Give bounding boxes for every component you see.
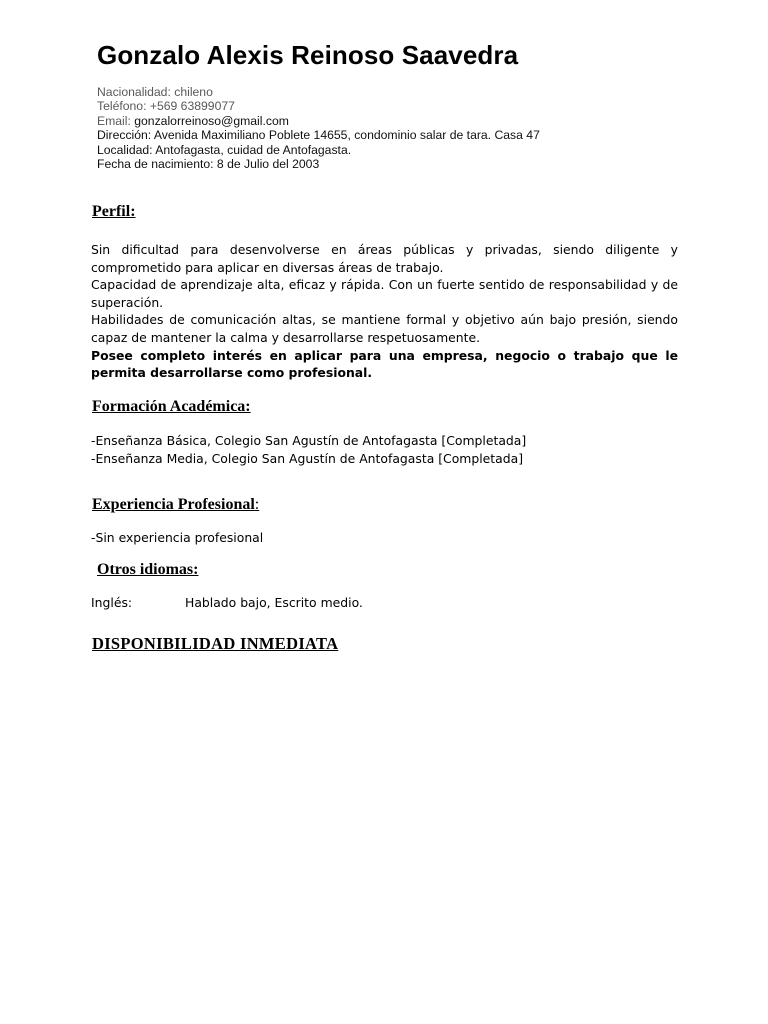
experience-item: -Sin experiencia profesional (91, 530, 264, 545)
birthdate: Fecha de nacimiento: 8 de Julio del 2003 (97, 157, 320, 172)
experience-heading-colon: : (254, 496, 260, 513)
profile-heading: Perfil: (92, 203, 136, 220)
experience-heading (92, 496, 259, 514)
nationality: Nacionalidad: chileno (97, 85, 213, 99)
education-item: -Enseñanza Media, Colegio San Agustín de Antofagasta [Completada] (91, 450, 524, 466)
email-row (97, 114, 540, 128)
email-label: Email: (97, 113, 135, 128)
profile-paragraph: Sin dificultad para desenvolverse en áreas públicas y privadas, siendo diligente y comprometido para aplicar en diversas áreas de trabajo. (91, 242, 678, 275)
profile-paragraph: Capacidad de aprendizaje alta, eficaz y rápida. Con un fuerte sentido de responsabilidad y de superación. (91, 277, 678, 310)
profile-text (91, 241, 678, 382)
profile-paragraph: Habilidades de comunicación altas, se mantiene formal y objetivo aún bajo presión, siendo capaz de mantener la calma y desarrollarse respetuosamente. (91, 312, 678, 345)
candidate-name: Gonzalo Alexis Reinoso Saavedra (97, 40, 519, 70)
education-item: -Enseñanza Básica, Colegio San Agustín de Antofagasta [Completada] (91, 433, 527, 448)
experience-text (91, 529, 678, 547)
education-list (91, 432, 678, 467)
experience-heading-text: Experiencia Profesional (92, 496, 255, 513)
contact-block (97, 85, 540, 171)
language-row (91, 595, 363, 610)
address: Dirección: Avenida Maximiliano Poblete 14655, condominio salar de tara. Casa 47 (97, 128, 540, 143)
profile-paragraph-bold: Posee completo interés en aplicar para una empresa, negocio o trabajo que le permita desarrollarse como profesional. (91, 347, 678, 381)
availability-heading: DISPONIBILIDAD INMEDIATA (92, 634, 339, 653)
email-value[interactable]: gonzalorreinoso@gmail.com (134, 113, 289, 128)
languages-heading: Otros idiomas: (97, 561, 199, 578)
locality: Localidad: Antofagasta, cuidad de Antofagasta. (97, 142, 352, 157)
language-name: Inglés: (91, 595, 133, 610)
language-level: Hablado bajo, Escrito medio. (185, 595, 363, 610)
education-heading: Formación Académica: (92, 398, 251, 415)
phone: Teléfono: +569 63899077 (97, 99, 235, 114)
